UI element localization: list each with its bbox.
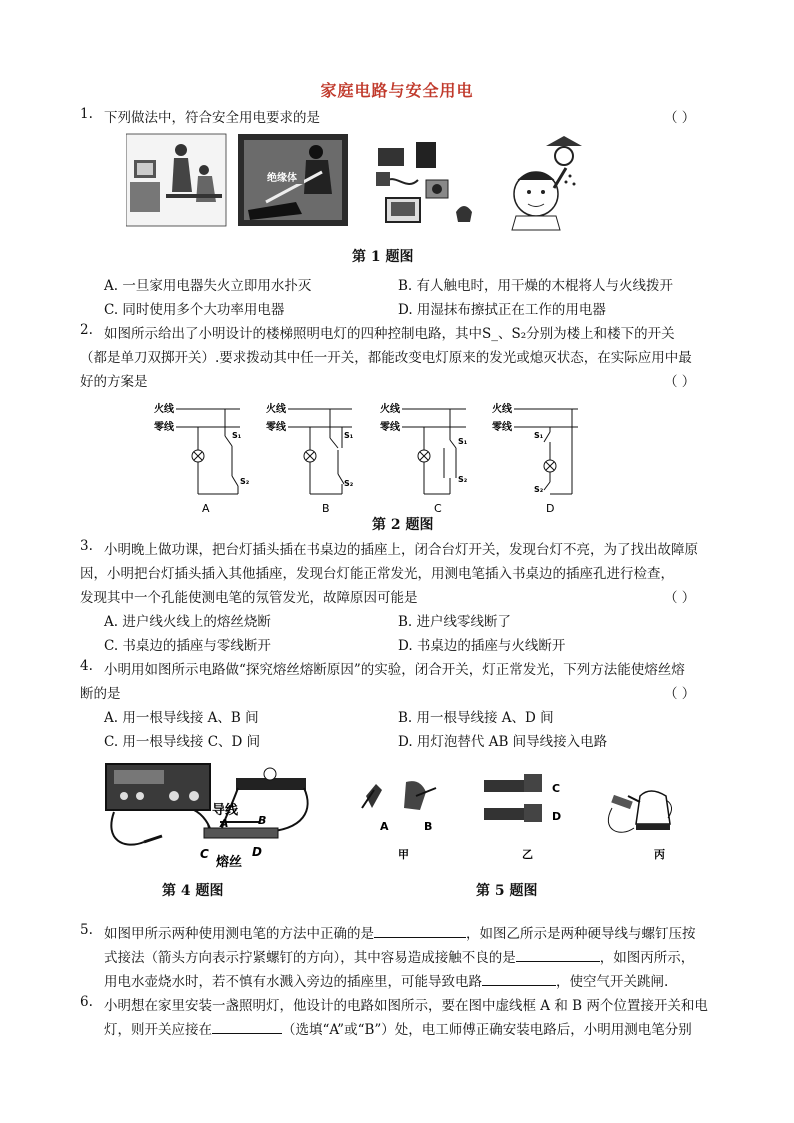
q3-line-2: 因，小明把台灯插头插入其他插座，发现台灯能正常发光，用测电笔插入书桌边的插座孔进行检查， [80,566,674,582]
q3-option-d: D. 书桌边的插座与火线断开 [398,638,566,654]
switch-s2-label-a: S₂ [240,477,250,486]
switch-s2-label-b: S₂ [344,479,354,488]
q2-line-3: 好的方案是 [80,374,148,390]
rescue-scene-image [238,134,348,226]
neutral-wire-label-b: 零线 [266,422,286,433]
point-d-label: D [252,845,262,859]
q6-line-2 [104,1018,692,1038]
circuit-c [380,402,468,515]
q4-line-1: 小明用如图所示电路做“探究熔丝熔断原因”的实验，闭合开关，灯正常发光，下列方法能使熔丝熔 [104,662,685,678]
insulator-label: 绝缘体 [267,173,297,184]
q4-figure [104,760,320,872]
q4-option-a: A. 用一根导线接 A、B 间 [104,710,259,726]
q4-figure-caption: 第 4 题图 [162,883,224,899]
switch-s2-label-c: S₂ [458,475,468,484]
q3-line-3: 发现其中一个孔能使测电笔的氖管发光，故障原因可能是 [80,590,418,606]
circuit-a-label: A [202,502,210,515]
live-wire-label-d: 火线 [492,404,512,415]
live-wire-label-c: 火线 [380,404,400,415]
q2-number: 2. [80,322,93,338]
fig-bing-label: 丙 [654,848,665,861]
fig-yi-label: 乙 [522,848,533,861]
page-title: 家庭电路与安全用电 [320,81,474,100]
q5-figure [350,768,680,868]
fire-scene-image [126,134,226,226]
q1-option-a: A. 一旦家用电器失火立即用水扑灭 [104,278,312,294]
q1-answer-paren: （ ） [664,110,696,126]
pen-b-label: B [424,820,433,833]
q5-figure-caption: 第 5 题图 [476,883,538,899]
q2-figure-caption: 第 2 题图 [372,517,434,533]
switch-s1-label-d: S₁ [534,431,544,440]
tester-pens-image [362,781,436,861]
q4-option-d: D. 用灯泡替代 AB 间导线接入电路 [398,734,608,750]
neutral-wire-label-a: 零线 [154,422,174,433]
q5-text-2: ，如图乙所示是两种硬导线与螺钉压按 [466,926,696,942]
q1-figure-caption: 第 1 题图 [352,249,414,265]
pen-a-label: A [380,820,389,833]
q6-blank-1[interactable] [212,1021,282,1034]
q5-number: 5. [80,922,93,938]
point-b-label: B [258,814,267,827]
switch-s1-label-b: S₁ [344,431,354,440]
switch-s1-label-a: S₁ [232,431,242,440]
q1-stem: 下列做法中，符合安全用电要求的是 [104,110,320,126]
switch-s1-label-c: S₁ [458,437,468,446]
q3-number: 3. [80,538,93,554]
q3-option-b: B. 进户线零线断了 [398,614,512,630]
wiring-d-label: D [552,810,562,823]
q5-line-3 [104,970,668,990]
q3-line-1: 小明晚上做功课，把台灯插头插在书桌边的插座上，闭合台灯开关，发现台灯不亮，为了找出故障原 [104,542,698,558]
q5-blank-1[interactable] [374,925,466,938]
q6-line-1: 小明想在家里安装一盏照明灯，他设计的电路如图所示，要在图中虚线框 A 和 B 两个位置接开关和电 [104,998,708,1014]
q6-number: 6. [80,994,93,1010]
q2-line-1: 如图所示给出了小明设计的楼梯照明电灯的四种控制电路，其中S_、S₂分别为楼上和楼下的开关 [104,326,675,342]
q2-answer-paren: （ ） [664,374,696,390]
q5-text-6: ，使空气开关跳闸. [556,974,669,990]
switch-s2-label-d: S₂ [534,485,544,494]
neutral-wire-label-c: 零线 [380,422,400,433]
switch [144,836,162,842]
circuit-a [154,402,250,515]
q4-line-2: 断的是 [80,686,121,702]
q6-text-2: （选填“A”或“B”）处，电工师傅正确安装电路后，小明用测电笔分别 [282,1022,692,1038]
q1-option-c: C. 同时使用多个大功率用电器 [104,302,285,318]
q3-option-c: C. 书桌边的插座与零线断开 [104,638,271,654]
bulb [264,768,276,780]
q5-blank-2[interactable] [516,949,600,962]
circuit-d-label: D [546,502,555,515]
q2-line-2: （都是单刀双掷开关）.要求拨动其中任一开关，都能改变电灯原来的发光或熄灭状态，在实际应用中最 [80,350,692,366]
q1-number: 1. [80,106,93,122]
wiring-c-label: C [552,782,561,795]
q5-text-4: ，如图丙所示， [599,950,695,966]
kettle-image [608,791,671,861]
screw-wiring-image [484,774,561,861]
circuit-b [266,402,354,515]
child-lamp-image [512,136,582,230]
point-c-label: C [200,847,209,861]
point-a-label: A [220,817,229,830]
wire-label: 导线 [212,803,239,818]
q5-text-1: 如图甲所示两种使用测电笔的方法中正确的是 [104,926,374,942]
circuit-d [492,402,578,515]
q1-option-b: B. 有人触电时，用干燥的木棍将人与火线拨开 [398,278,674,294]
q5-line-1 [104,922,696,942]
q4-number: 4. [80,658,93,674]
q3-option-a: A. 进户线火线上的熔丝烧断 [104,614,271,630]
q4-answer-paren: （ ） [664,686,696,702]
q1-figure [126,132,604,232]
fuse-label: 熔丝 [216,855,243,870]
appliances-image [376,142,472,222]
q4-option-b: B. 用一根导线接 A、D 间 [398,710,554,726]
q1-option-d: D. 用湿抹布擦拭正在工作的用电器 [398,302,606,318]
q5-blank-3[interactable] [482,973,556,986]
live-wire-label-b: 火线 [266,404,286,415]
circuit-c-label: C [434,502,442,515]
q3-answer-paren: （ ） [664,590,696,606]
live-wire-label-a: 火线 [154,404,174,415]
q5-text-5: 用电水壶烧水时，若不慎有水溅入旁边的插座里，可能导致电路 [104,974,482,990]
q5-text-3: 式接法（箭头方向表示拧紧螺钉的方向），其中容易造成接触不良的是 [104,950,516,966]
fuse-board [204,828,278,838]
q4-option-c: C. 用一根导线接 C、D 间 [104,734,261,750]
circuit-b-label: B [322,502,330,515]
q6-text-1: 灯，则开关应接在 [104,1022,212,1038]
fig-jia-label: 甲 [398,848,409,861]
q2-figure [150,398,600,516]
q5-line-2 [104,946,694,966]
neutral-wire-label-d: 零线 [492,422,512,433]
